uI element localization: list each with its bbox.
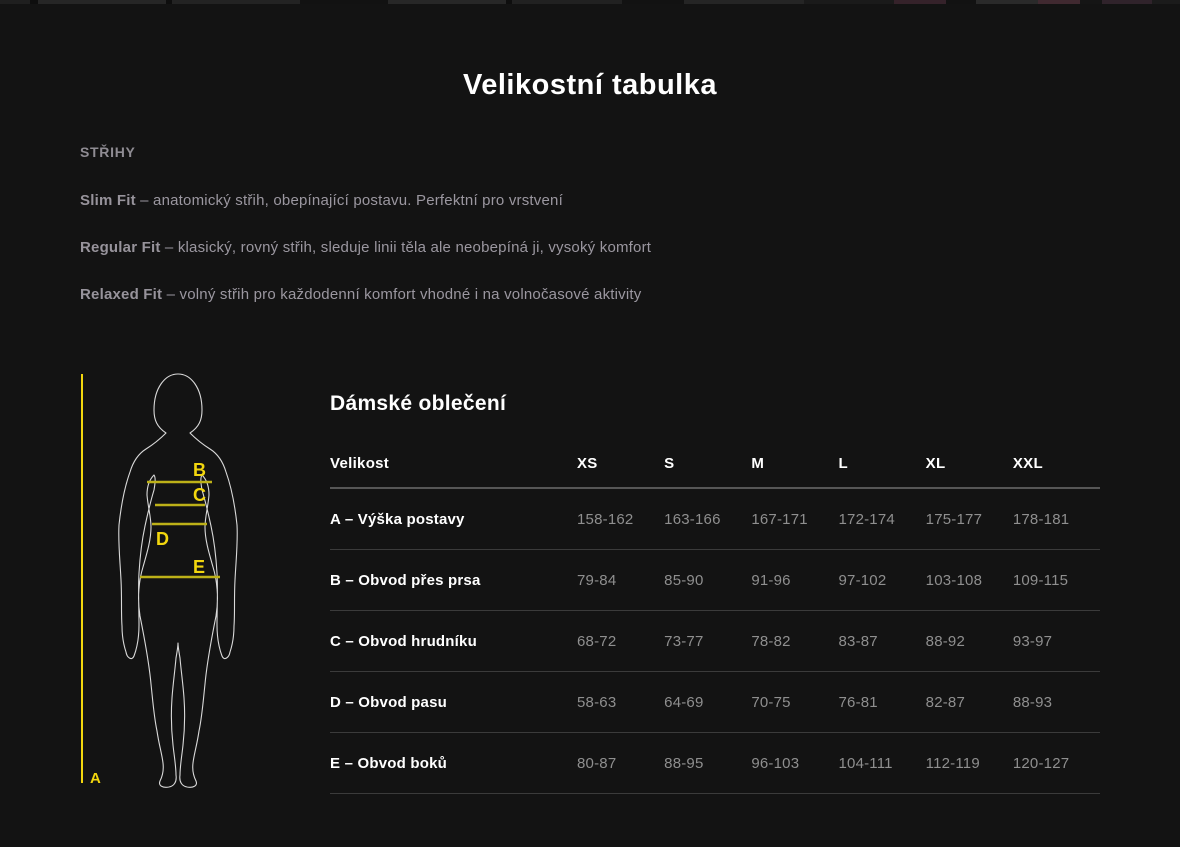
size-value: 103-108 [925, 571, 983, 589]
table-row [330, 733, 1100, 794]
top-strip-segment [976, 0, 1038, 4]
size-value: 79-84 [577, 571, 617, 589]
diagram-label-E: E [193, 557, 206, 577]
size-value: 109-115 [1012, 571, 1069, 589]
size-value: 93-97 [1012, 632, 1053, 650]
size-value: 88-93 [1012, 693, 1053, 711]
diagram-label-D: D [156, 529, 169, 549]
top-strip-segment [38, 0, 166, 4]
section-heading-womens: Dámské oblečení [330, 392, 507, 416]
top-strip-segment [1080, 0, 1102, 4]
size-value: 82-87 [925, 693, 966, 711]
page-title: Velikostní tabulka [463, 69, 717, 102]
size-value: 80-87 [577, 754, 617, 772]
size-value: 120-127 [1012, 754, 1070, 772]
table-header-row [330, 439, 1100, 489]
size-value: 70-75 [751, 693, 791, 711]
column-header: XS [577, 454, 598, 472]
top-strip-segment [172, 0, 300, 4]
table-row [330, 550, 1100, 611]
fit-name: Relaxed Fit [80, 286, 163, 303]
table-row [330, 611, 1100, 672]
table-row [330, 489, 1100, 550]
size-value: 163-166 [664, 510, 721, 528]
top-strip-segment [0, 0, 30, 4]
fit-description: Relaxed Fit – volný střih pro každodenní komfort vhodné i na volnočasové aktivity [80, 286, 642, 303]
size-value: 112-119 [925, 754, 980, 772]
top-strip [0, 0, 1180, 4]
row-label: B – Obvod přes prsa [330, 571, 481, 589]
column-header: Velikost [330, 454, 390, 472]
size-value: 88-92 [925, 632, 966, 650]
fit-name: Regular Fit [80, 239, 161, 256]
top-strip-segment [30, 0, 38, 4]
top-strip-segment [300, 0, 388, 4]
size-value: 76-81 [838, 693, 878, 711]
size-value: 73-77 [664, 632, 704, 650]
size-value: 68-72 [577, 632, 617, 650]
row-label: C – Obvod hrudníku [330, 632, 477, 650]
top-strip-segment [894, 0, 946, 4]
size-value: 64-69 [664, 693, 704, 711]
size-value: 97-102 [838, 571, 887, 589]
row-label: A – Výška postavy [330, 510, 465, 528]
fit-description: Slim Fit – anatomický střih, obepínající postavu. Perfektní pro vrstvení [80, 192, 563, 209]
size-value: 88-95 [664, 754, 704, 772]
column-header: L [838, 454, 848, 472]
size-value: 104-111 [838, 754, 893, 772]
top-strip-segment [512, 0, 622, 4]
column-header: S [664, 454, 675, 472]
top-strip-segment [388, 0, 506, 4]
size-value: 158-162 [577, 510, 634, 528]
female-silhouette [119, 374, 238, 787]
size-table [330, 439, 1100, 794]
body-diagram [80, 370, 260, 790]
fit-description: Regular Fit – klasický, rovný střih, sleduje linii těla ale neobepíná ji, vysoký komfort [80, 239, 652, 256]
size-value: 178-181 [1012, 510, 1070, 528]
table-body [330, 489, 1100, 794]
row-label: E – Obvod boků [330, 754, 447, 772]
fit-list [80, 190, 980, 331]
top-strip-segment [622, 0, 684, 4]
size-value: 167-171 [751, 510, 808, 528]
top-strip-segment [1038, 0, 1080, 4]
top-strip-segment [1152, 0, 1180, 4]
fit-name: Slim Fit [80, 192, 136, 209]
top-strip-segment [1102, 0, 1152, 4]
row-label: D – Obvod pasu [330, 693, 447, 711]
top-strip-segment [684, 0, 804, 4]
column-header: M [751, 454, 765, 472]
size-value: 175-177 [925, 510, 983, 528]
size-value: 58-63 [577, 693, 617, 711]
size-value: 83-87 [838, 632, 878, 650]
table-row [330, 672, 1100, 733]
size-value: 78-82 [751, 632, 791, 650]
diagram-label-A: A [90, 770, 101, 787]
body-measurement-diagram [80, 370, 260, 790]
column-header: XXL [1012, 454, 1043, 472]
size-value: 91-96 [751, 571, 791, 589]
column-header: XL [925, 454, 946, 472]
fits-heading: STŘIHY [80, 144, 136, 160]
diagram-label-B: B [193, 460, 206, 480]
top-strip-segment [804, 0, 894, 4]
top-strip-segment [946, 0, 976, 4]
size-value: 85-90 [664, 571, 704, 589]
size-value: 172-174 [838, 510, 895, 528]
diagram-label-C: C [193, 485, 206, 505]
size-value: 96-103 [751, 754, 800, 772]
